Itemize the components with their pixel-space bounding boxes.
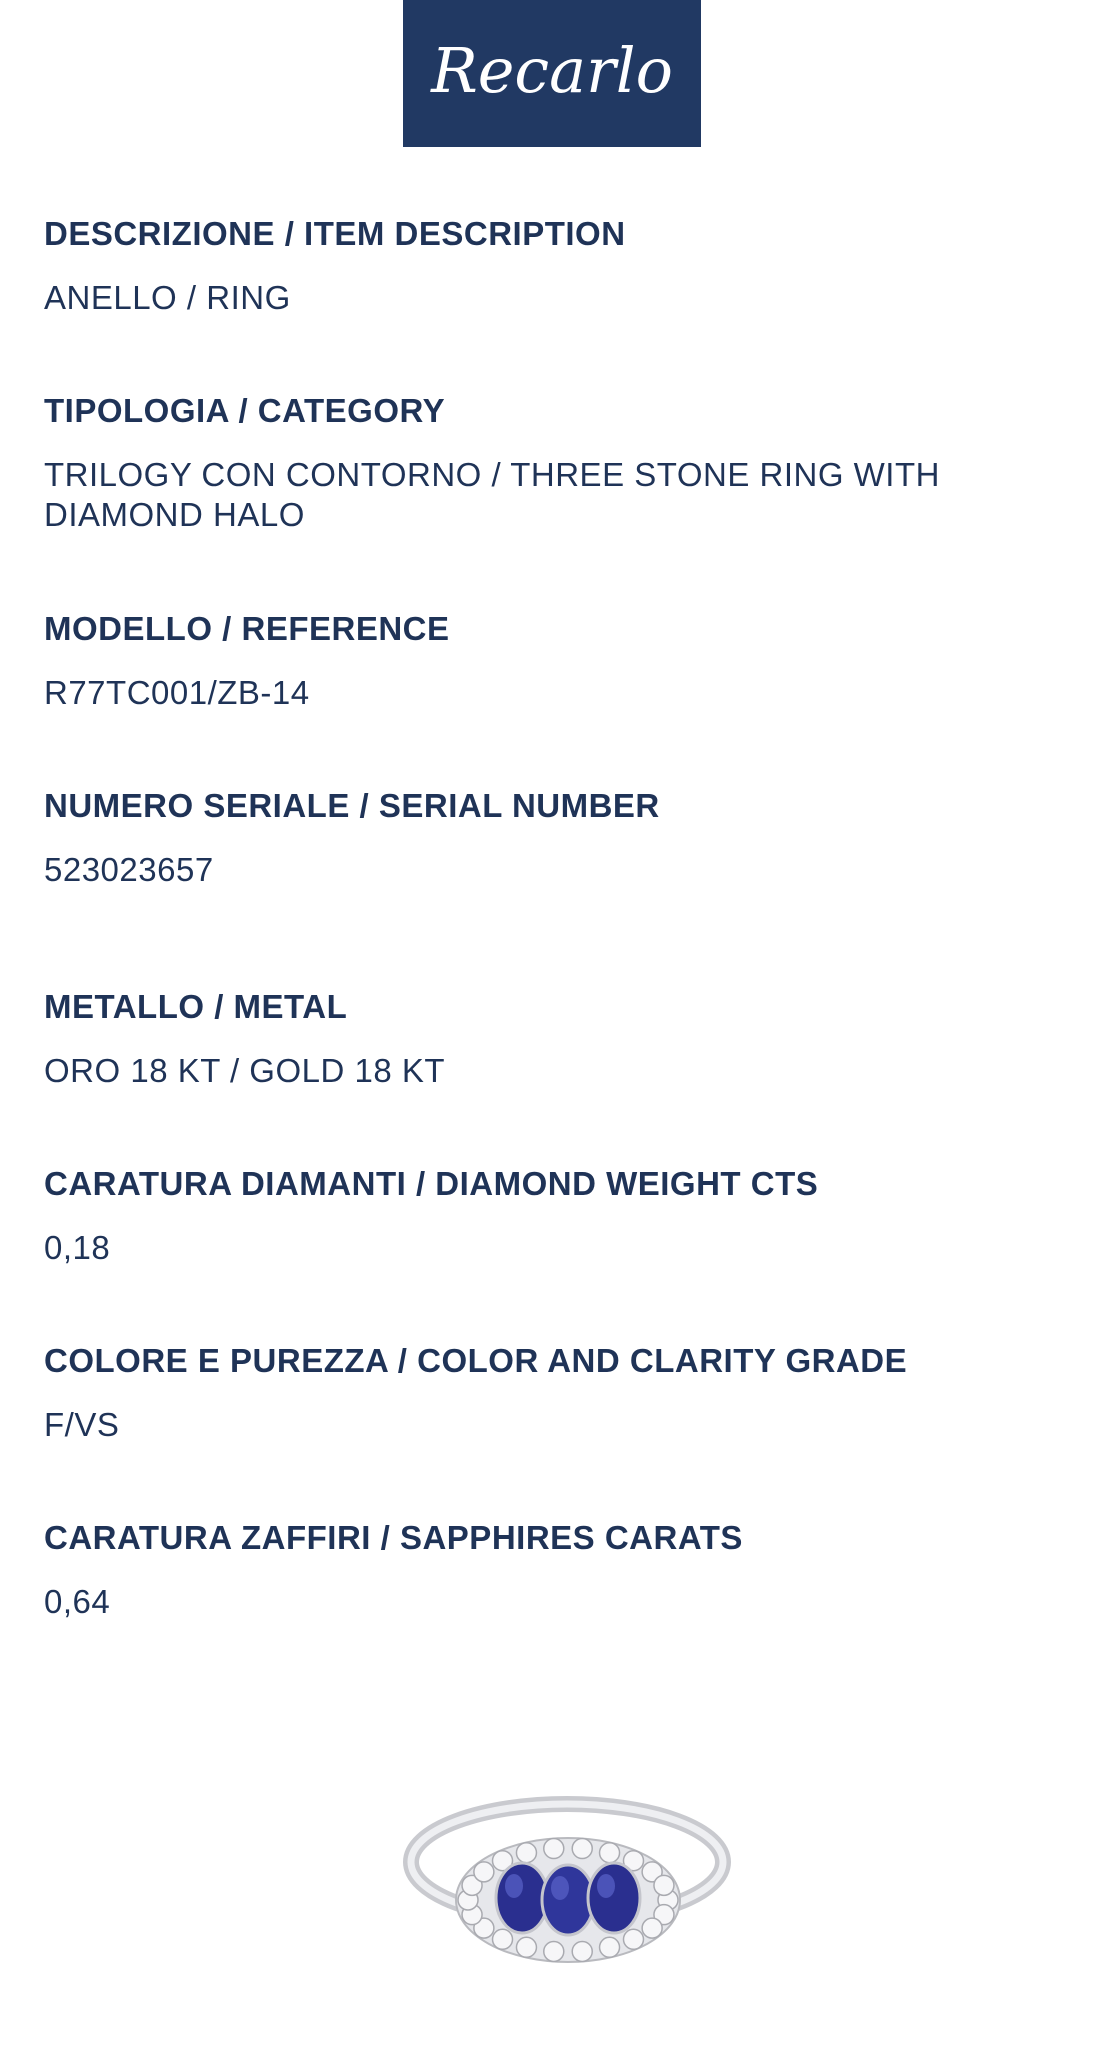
brand-logo bbox=[403, 0, 701, 147]
halo-diamond bbox=[623, 1929, 643, 1949]
halo-diamond bbox=[642, 1918, 662, 1938]
field-label: COLORE E PUREZZA / COLOR AND CLARITY GRADE bbox=[44, 1342, 908, 1379]
sapphire-ring-icon bbox=[400, 1790, 740, 1980]
halo-diamond bbox=[516, 1937, 536, 1957]
field-label: NUMERO SERIALE / SERIAL NUMBER bbox=[44, 787, 660, 824]
field-value: ORO 18 KT / GOLD 18 KT bbox=[44, 1052, 446, 1089]
field-value: TRILOGY CON CONTORNO / THREE STONE RING WITH DIAMOND HALO bbox=[44, 456, 940, 533]
field-label: TIPOLOGIA / CATEGORY bbox=[44, 392, 446, 429]
field-label: DESCRIZIONE / ITEM DESCRIPTION bbox=[44, 215, 626, 252]
field-label: MODELLO / REFERENCE bbox=[44, 610, 450, 647]
halo-diamond bbox=[572, 1839, 592, 1859]
field-value: F/VS bbox=[44, 1406, 120, 1443]
field-sapphires-carats bbox=[44, 1518, 1054, 1622]
field-serial-number bbox=[44, 786, 1054, 890]
field-label: CARATURA DIAMANTI / DIAMOND WEIGHT CTS bbox=[44, 1165, 819, 1202]
brand-logo-text: Recarlo bbox=[431, 34, 673, 107]
field-item-description bbox=[44, 214, 1054, 318]
halo-diamond bbox=[493, 1929, 513, 1949]
halo-diamond bbox=[516, 1843, 536, 1863]
field-value: 0,18 bbox=[44, 1229, 111, 1266]
halo-diamond bbox=[600, 1843, 620, 1863]
field-value: 523023657 bbox=[44, 851, 214, 888]
field-label: METALLO / METAL bbox=[44, 988, 348, 1025]
field-metal bbox=[44, 987, 1054, 1091]
field-color-clarity bbox=[44, 1341, 1054, 1445]
field-value: 0,64 bbox=[44, 1583, 111, 1620]
field-diamond-weight bbox=[44, 1164, 1054, 1268]
halo-diamond bbox=[654, 1875, 674, 1895]
halo-diamond bbox=[572, 1941, 592, 1961]
halo-diamond bbox=[544, 1839, 564, 1859]
halo-diamond bbox=[544, 1941, 564, 1961]
field-category bbox=[44, 391, 1054, 535]
halo-diamond bbox=[474, 1862, 494, 1882]
field-value: ANELLO / RING bbox=[44, 279, 291, 316]
field-label: CARATURA ZAFFIRI / SAPPHIRES CARATS bbox=[44, 1519, 743, 1556]
field-value: R77TC001/ZB-14 bbox=[44, 674, 310, 711]
brand-logo-script bbox=[403, 0, 701, 147]
halo-diamond bbox=[600, 1937, 620, 1957]
field-reference bbox=[44, 609, 1054, 713]
